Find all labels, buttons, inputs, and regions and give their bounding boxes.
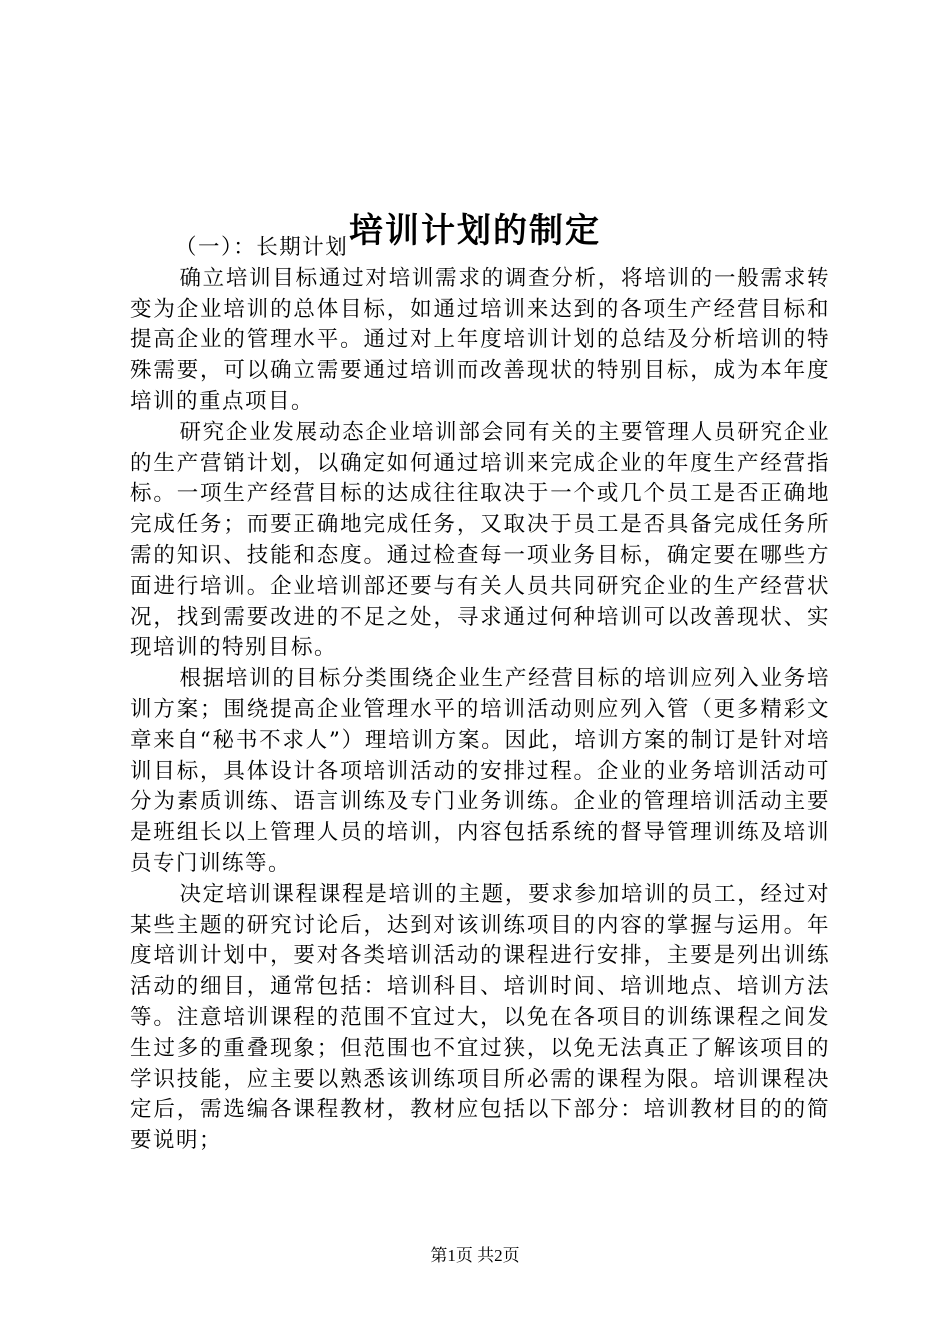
section-heading: （一）：长期计划	[175, 235, 349, 260]
paragraph-training-courses: 决定培训课程课程是培训的主题，要求参加培训的员工，经过对某些主题的研究讨论后，达到对该训练项目的内容的掌握与运用。年度培训计划中，要对各类培训活动的课程进行安排，主要是列出训练活动的细目，通常包括：培训科目、培训时间、培训地点、培训方法等。注意培训课程的范围不宜过大，以免在各项目的训练课程之间发生过多的重叠现象；但范围也不宜过狭，以免无法真正了解该项目的学识技能，应主要以熟悉该训练项目所必需的课程为限。培训课程决定后，需选编各课程教材，教材应包括以下部分：培训教材目的的简要说明；	[130, 881, 830, 1154]
paragraph-business-dynamics: 研究企业发展动态企业培训部会同有关的主要管理人员研究企业的生产营销计划，以确定如何通过培训来完成企业的年度生产经营指标。一项生产经营目标的达成往往取决于一个或几个员工是否正确地完成任务；而要正确地完成任务，又取决于员工是否具备完成任务所需的知识、技能和态度。通过检查每一项业务目标，确定要在哪些方面进行培训。企业培训部还要与有关人员共同研究企业的生产经营状况，找到需要改进的不足之处，寻求通过何种培训可以改善现状、实现培训的特别目标。	[130, 419, 830, 661]
paragraph-goal-classification: 根据培训的目标分类围绕企业生产经营目标的培训应列入业务培训方案；围绕提高企业管理水平的培训活动则应列入管（更多精彩文章来自“秘书不求人”）理培训方案。因此，培训方案的制订是针对培训目标，具体设计各项培训活动的安排过程。企业的业务培训活动可分为素质训练、语言训练及专门业务训练。企业的管理培训活动主要是班组长以上管理人员的培训，内容包括系统的督导管理训练及培训员专门训练等。	[130, 666, 830, 876]
paragraph-training-goals: 确立培训目标通过对培训需求的调查分析，将培训的一般需求转变为企业培训的总体目标，如通过培训来达到的各项生产经营目标和提高企业的管理水平。通过对上年度培训计划的总结及分析培训的特殊需要，可以确立需要通过培训而改善现状的特别目标，成为本年度培训的重点项目。	[130, 265, 830, 414]
document-title: 培训计划的制定	[349, 210, 601, 251]
document-body	[130, 233, 830, 1157]
page-footer: 第1页 共2页	[430, 1246, 520, 1265]
